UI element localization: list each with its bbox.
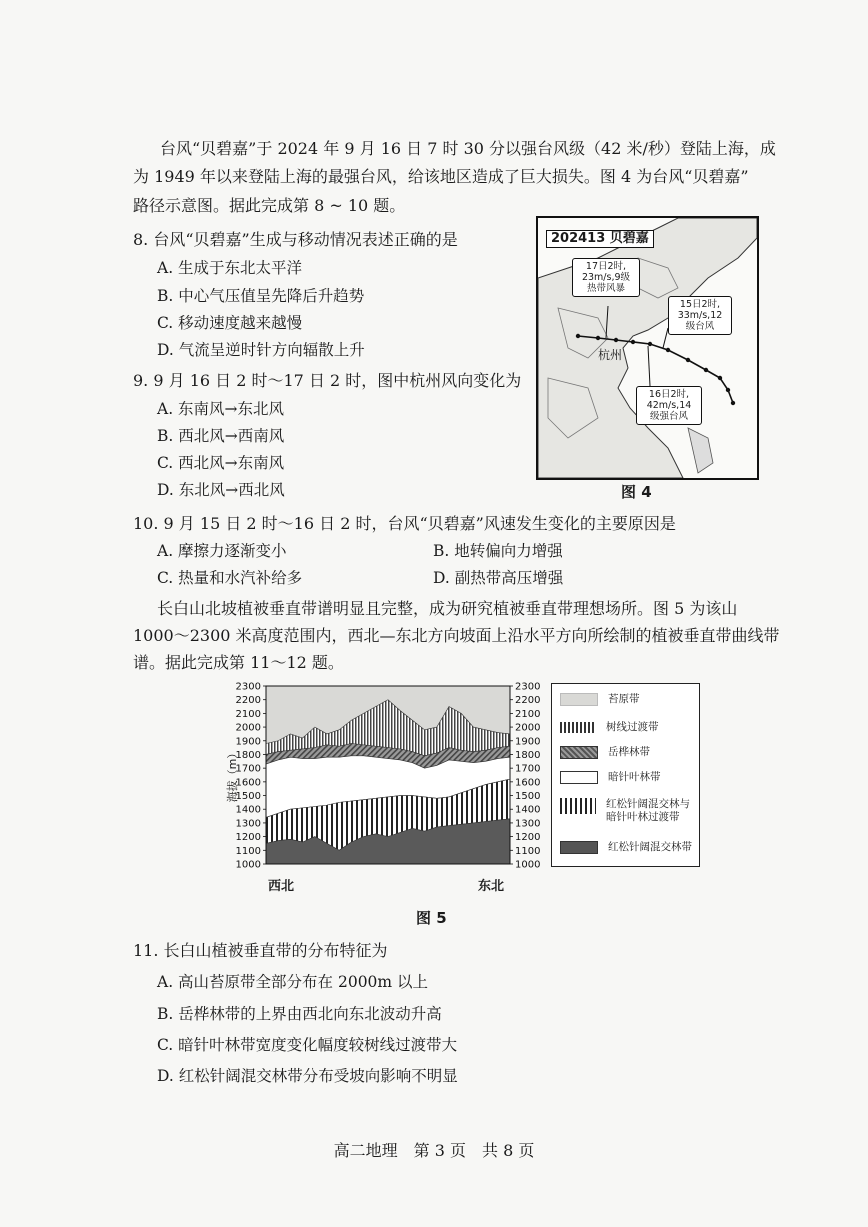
- y-tick-label-left-11: 2100: [235, 708, 261, 720]
- q10-option-a[interactable]: A. 摩擦力逐渐变小: [157, 542, 287, 560]
- y-tick-label-left-2: 1200: [235, 832, 261, 844]
- q8-option-b[interactable]: B. 中心气压值呈先降后升趋势: [157, 287, 365, 305]
- y-tick-label-left-6: 1600: [235, 777, 261, 789]
- y-tick-label-right-10: 2000: [515, 722, 541, 734]
- map-graphic: [538, 218, 757, 478]
- legend-item-dark-conifer: [560, 771, 696, 784]
- y-tick-label-left-9: 1900: [235, 736, 261, 748]
- chart-legend: [551, 683, 700, 867]
- y-tick-label-left-12: 2200: [235, 695, 261, 707]
- intro-line-3: 路径示意图。据此完成第 8 ~ 10 题。: [133, 196, 406, 215]
- y-tick-label-right-11: 2100: [515, 708, 541, 720]
- y-tick-label-left-8: 1800: [235, 749, 261, 761]
- legend-swatch-dark-conifer: [560, 771, 598, 784]
- callout-17th-line2: 23m/s,9级: [581, 272, 631, 283]
- y-tick-label-right-5: 1500: [515, 791, 541, 803]
- callout-15th-line3: 级台风: [685, 321, 715, 332]
- q10-option-b[interactable]: B. 地转偏向力增强: [433, 542, 563, 560]
- q10-option-d[interactable]: D. 副热带高压增强: [433, 569, 564, 587]
- callout-15th-line1: 15日2时,: [679, 299, 721, 310]
- callout-16th: [636, 386, 702, 425]
- q8-option-d[interactable]: D. 气流呈逆时针方向辐散上升: [157, 341, 365, 359]
- y-tick-label-right-9: 1900: [515, 736, 541, 748]
- callout-16th-line1: 16日2时,: [648, 389, 690, 400]
- y-tick-label-left-13: 2300: [235, 681, 261, 693]
- y-tick-label-right-12: 2200: [515, 695, 541, 707]
- y-tick-label-right-8: 1800: [515, 749, 541, 761]
- intro2-line-1: 长白山北坡植被垂直带谱明显且完整，成为研究植被垂直带理想场所。图 5 为该山: [157, 599, 738, 618]
- y-tick-label-right-13: 2300: [515, 681, 541, 693]
- q8-stem: 8. 台风“贝碧嘉”生成与移动情况表述正确的是: [133, 230, 458, 249]
- callout-16th-line2: 42m/s,14: [646, 400, 692, 411]
- legend-label-transition: 红松针阔混交林与暗针叶林过渡带: [606, 798, 690, 823]
- legend-item-tundra: [560, 693, 696, 706]
- y-tick-label-left-5: 1500: [235, 791, 261, 803]
- y-tick-label-right-6: 1600: [515, 777, 541, 789]
- callout-15th: [668, 296, 732, 335]
- map-caption: 图 4: [621, 483, 652, 501]
- intro-line-1: 台风“贝碧嘉”于 2024 年 9 月 16 日 7 时 30 分以强台风级（42 米/秒）登陆上海，成: [160, 139, 776, 158]
- legend-item-treeline: [560, 721, 696, 734]
- typhoon-track-map: [536, 216, 759, 480]
- legend-swatch-tundra: [560, 693, 598, 706]
- y-tick-label-left-7: 1700: [235, 763, 261, 775]
- legend-label-tundra: 苔原带: [608, 693, 640, 705]
- callout-17th-line3: 热带风暴: [586, 283, 625, 294]
- x-label-northeast: 东北: [478, 879, 505, 894]
- intro2-line-3: 谱。据此完成第 11～12 题。: [133, 653, 344, 672]
- y-tick-label-right-2: 1200: [515, 832, 541, 844]
- q10-option-c[interactable]: C. 热量和水汽补给多: [157, 569, 303, 587]
- callout-17th-line1: 17日2时,: [585, 261, 627, 272]
- y-tick-label-left-10: 2000: [235, 722, 261, 734]
- callout-15th-line2: 33m/s,12: [677, 310, 723, 321]
- callout-17th: [572, 258, 640, 297]
- legend-label-birch: 岳桦林带: [608, 746, 650, 758]
- y-tick-label-right-0: 1000: [515, 859, 541, 871]
- x-label-northwest: 西北: [268, 879, 295, 894]
- y-tick-label-left-4: 1400: [235, 804, 261, 816]
- y-tick-label-left-3: 1300: [235, 818, 261, 830]
- q10-stem: 10. 9 月 15 日 2 时～16 日 2 时，台风“贝碧嘉”风速发生变化的主要原因是: [133, 514, 676, 533]
- intro-line-2: 为 1949 年以来登陆上海的最强台风，给该地区造成了巨大损失。图 4 为台风“贝碧嘉”: [133, 167, 749, 186]
- page-footer: 高二地理 第 3 页 共 8 页: [333, 1141, 535, 1160]
- y-tick-label-left-1: 1100: [235, 845, 261, 857]
- y-tick-label-left-0: 1000: [235, 859, 261, 871]
- q8-option-a[interactable]: A. 生成于东北太平洋: [157, 259, 303, 277]
- q11-option-a[interactable]: A. 高山苔原带全部分布在 2000m 以上: [157, 973, 429, 991]
- y-tick-label-right-1: 1100: [515, 845, 541, 857]
- q11-option-b[interactable]: B. 岳桦林带的上界由西北向东北波动升高: [157, 1005, 442, 1023]
- legend-swatch-transition: [560, 798, 596, 814]
- chart-caption: 图 5: [416, 909, 447, 927]
- callout-16th-line3: 级强台风: [649, 411, 688, 422]
- y-tick-label-right-4: 1400: [515, 804, 541, 816]
- vegetation-zone-chart: [226, 676, 548, 876]
- legend-label-dark-conifer: 暗针叶林带: [608, 771, 661, 783]
- q9-option-a[interactable]: A. 东南风→东北风: [157, 400, 285, 418]
- legend-swatch-mixed: [560, 841, 598, 854]
- legend-swatch-birch: [560, 746, 598, 759]
- q8-option-c[interactable]: C. 移动速度越来越慢: [157, 314, 303, 332]
- q11-option-c[interactable]: C. 暗针叶林带宽度变化幅度较树线过渡带大: [157, 1036, 458, 1054]
- q9-option-b[interactable]: B. 西北风→西南风: [157, 427, 285, 445]
- q9-stem: 9. 9 月 16 日 2 时～17 日 2 时，图中杭州风向变化为: [133, 371, 522, 390]
- y-axis-label: 海拔（m）: [226, 747, 239, 803]
- map-title: 202413 贝碧嘉: [546, 230, 654, 248]
- q11-option-d[interactable]: D. 红松针阔混交林带分布受坡向影响不明显: [157, 1067, 458, 1085]
- legend-label-treeline: 树线过渡带: [606, 721, 659, 733]
- legend-item-birch: [560, 746, 696, 759]
- legend-label-mixed: 红松针阔混交林带: [608, 841, 692, 853]
- y-tick-label-right-7: 1700: [515, 763, 541, 775]
- q9-option-c[interactable]: C. 西北风→东南风: [157, 454, 285, 472]
- legend-item-mixed: [560, 841, 696, 854]
- legend-swatch-treeline: [560, 722, 596, 733]
- q11-stem: 11. 长白山植被垂直带的分布特征为: [133, 941, 388, 960]
- legend-item-transition: [560, 798, 696, 824]
- y-tick-label-right-3: 1300: [515, 818, 541, 830]
- map-city-label: 杭州: [598, 348, 623, 362]
- q9-option-d[interactable]: D. 东北风→西北风: [157, 481, 285, 499]
- intro2-line-2: 1000～2300 米高度范围内，西北—东北方向坡面上沿水平方向所绘制的植被垂直带曲线带: [133, 626, 780, 645]
